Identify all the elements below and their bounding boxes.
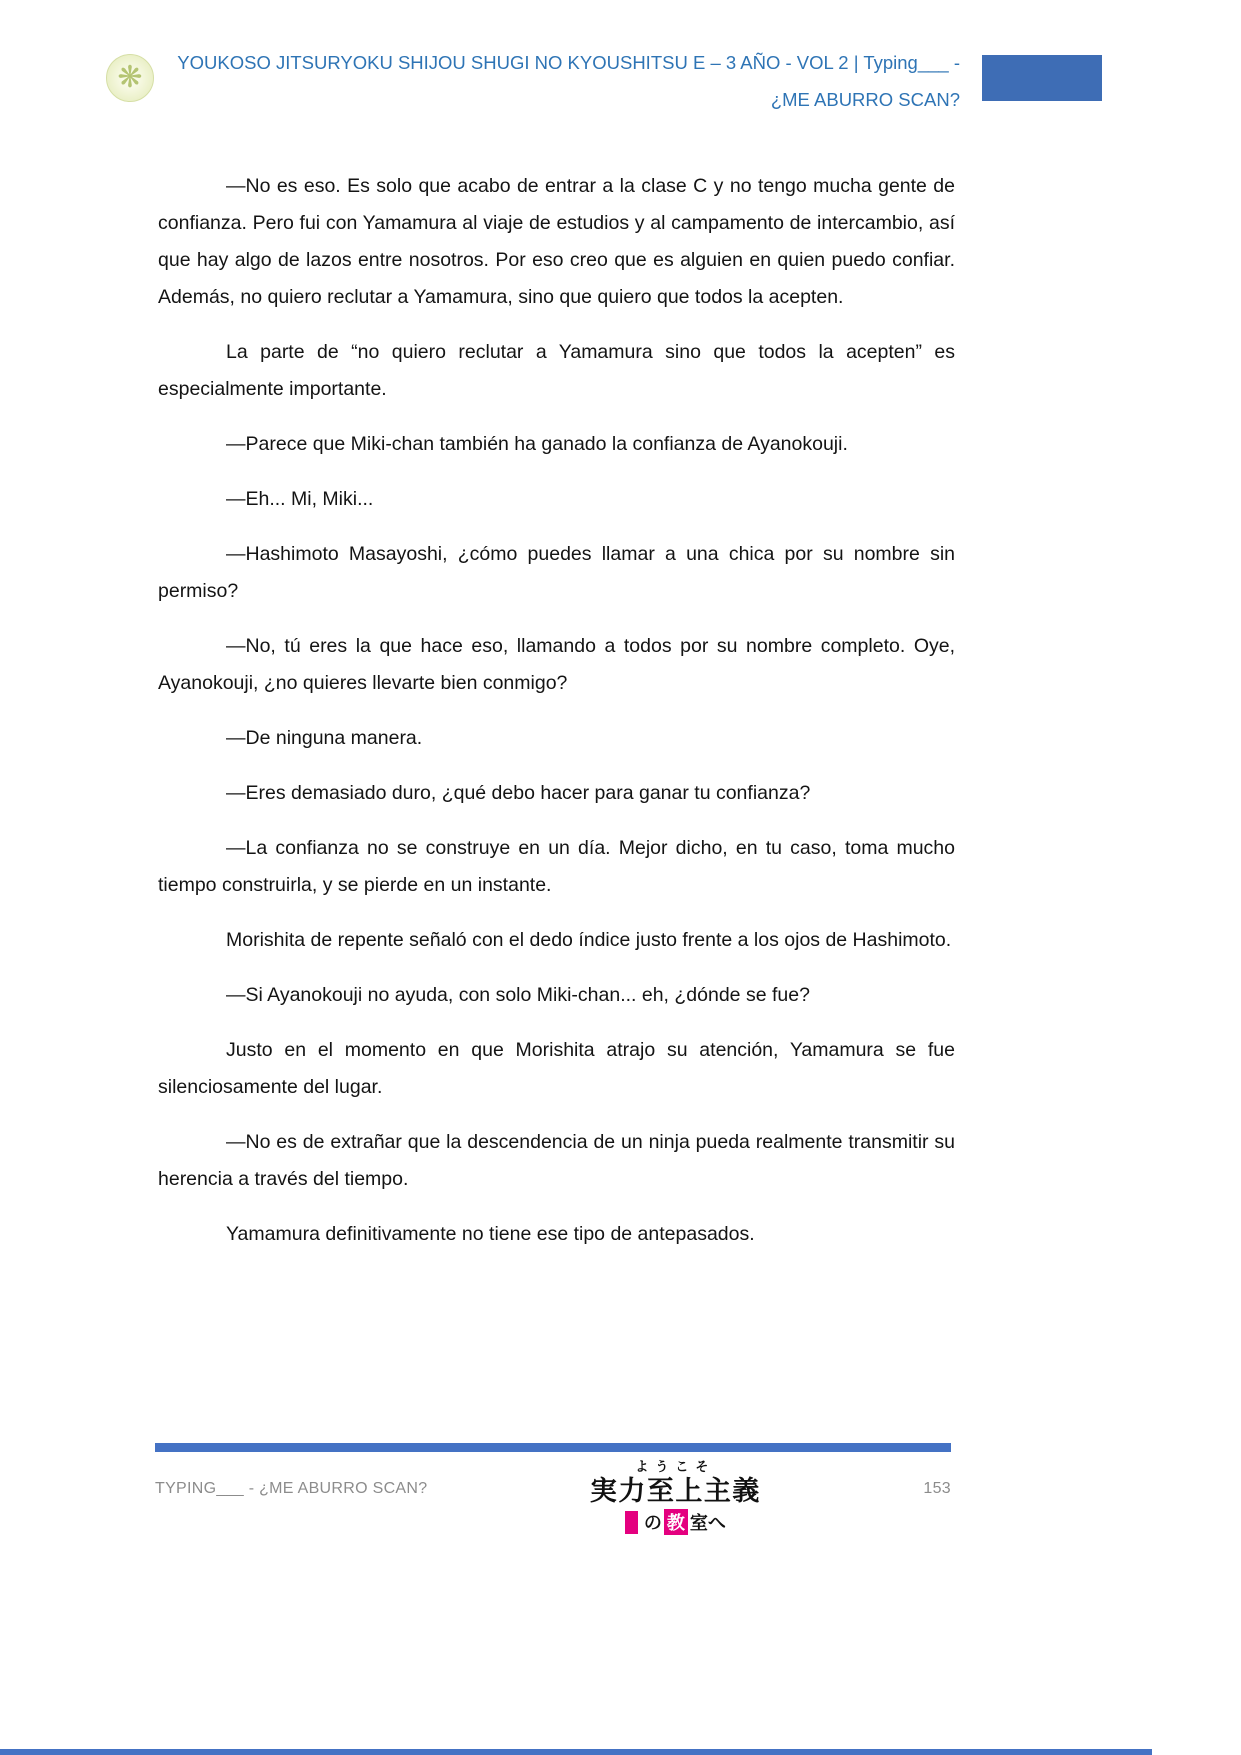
logo-shitsu-he-chars: 室へ (689, 1513, 726, 1534)
logo-pink-banner (625, 1511, 638, 1534)
footer-scan-credit: TYPING___ - ¿ME ABURRO SCAN? (155, 1480, 428, 1497)
paragraph: —La confianza no se construye en un día. Mejor dicho, en tu caso, toma mucho tiempo construirla, y se pierde en un instante. (158, 837, 955, 896)
page-bottom-decoration (0, 1749, 1152, 1755)
page-number: 153 (923, 1480, 951, 1497)
paragraph: —Eh... Mi, Miki... (226, 488, 374, 510)
paragraph: —No, tú eres la que hace eso, llamando a todos por su nombre completo. Oye, Ayanokouji, ¿no quieres llevarte bien conmigo? (158, 635, 955, 694)
logo-main-title-text: 実力至上主義 (589, 1476, 761, 1506)
you-zitsu-series-logo (575, 1456, 775, 1535)
paragraph: —No es eso. Es solo que acabo de entrar a la clase C y no tengo mucha gente de confianza. Pero fui con Yamamura al viaje de estudios y al campamento de intercambio, así que hay algo de lazos entre nosotros. Por eso creo que es alguien en quien puedo confiar. Además, no quiero reclutar a Yamamura, sino que quiero que todos la acepten. (158, 175, 955, 308)
footer-row (155, 1456, 951, 1535)
scanlation-circle-logo-icon: ❋ (106, 54, 154, 102)
footer-divider-bar (155, 1443, 951, 1452)
paragraph: —De ninguna manera. (226, 727, 423, 749)
paragraph: Yamamura definitivamente no tiene ese tipo de antepasados. (226, 1223, 755, 1245)
document-body (158, 168, 955, 1271)
paragraph: —Parece que Miki-chan también ha ganado la confianza de Ayanokouji. (226, 433, 848, 455)
paragraph: —Hashimoto Masayoshi, ¿cómo puedes llamar a una chica por su nombre sin permiso? (158, 543, 955, 602)
logo-no-char: の (643, 1513, 662, 1534)
logo-kyou-char-highlight: 教 (664, 1509, 688, 1535)
logo-youkoso-text: ようこそ (635, 1459, 716, 1474)
paragraph: —Eres demasiado duro, ¿qué debo hacer para ganar tu confianza? (226, 782, 811, 804)
logo-bottom-row (575, 1509, 775, 1535)
header-title: YOUKOSO JITSURYOKU SHIJOU SHUGI NO KYOUSHITSU E – 3 AÑO - VOL 2 | Typing___ - ¿ME ABURRO SCAN? (177, 52, 960, 110)
paragraph: Justo en el momento en que Morishita atrajo su atención, Yamamura se fue silenciosamente del lugar. (158, 1039, 955, 1098)
paragraph: —No es de extrañar que la descendencia de un ninja pueda realmente transmitir su herencia a través del tiempo. (158, 1131, 955, 1190)
paragraph: Morishita de repente señaló con el dedo índice justo frente a los ojos de Hashimoto. (226, 929, 952, 951)
paragraph: —Si Ayanokouji no ayuda, con solo Miki-chan... eh, ¿dónde se fue? (226, 984, 810, 1006)
header-corner-decoration (982, 55, 1102, 101)
paragraph: La parte de “no quiero reclutar a Yamamura sino que todos la acepten” es especialmente importante. (158, 341, 955, 400)
